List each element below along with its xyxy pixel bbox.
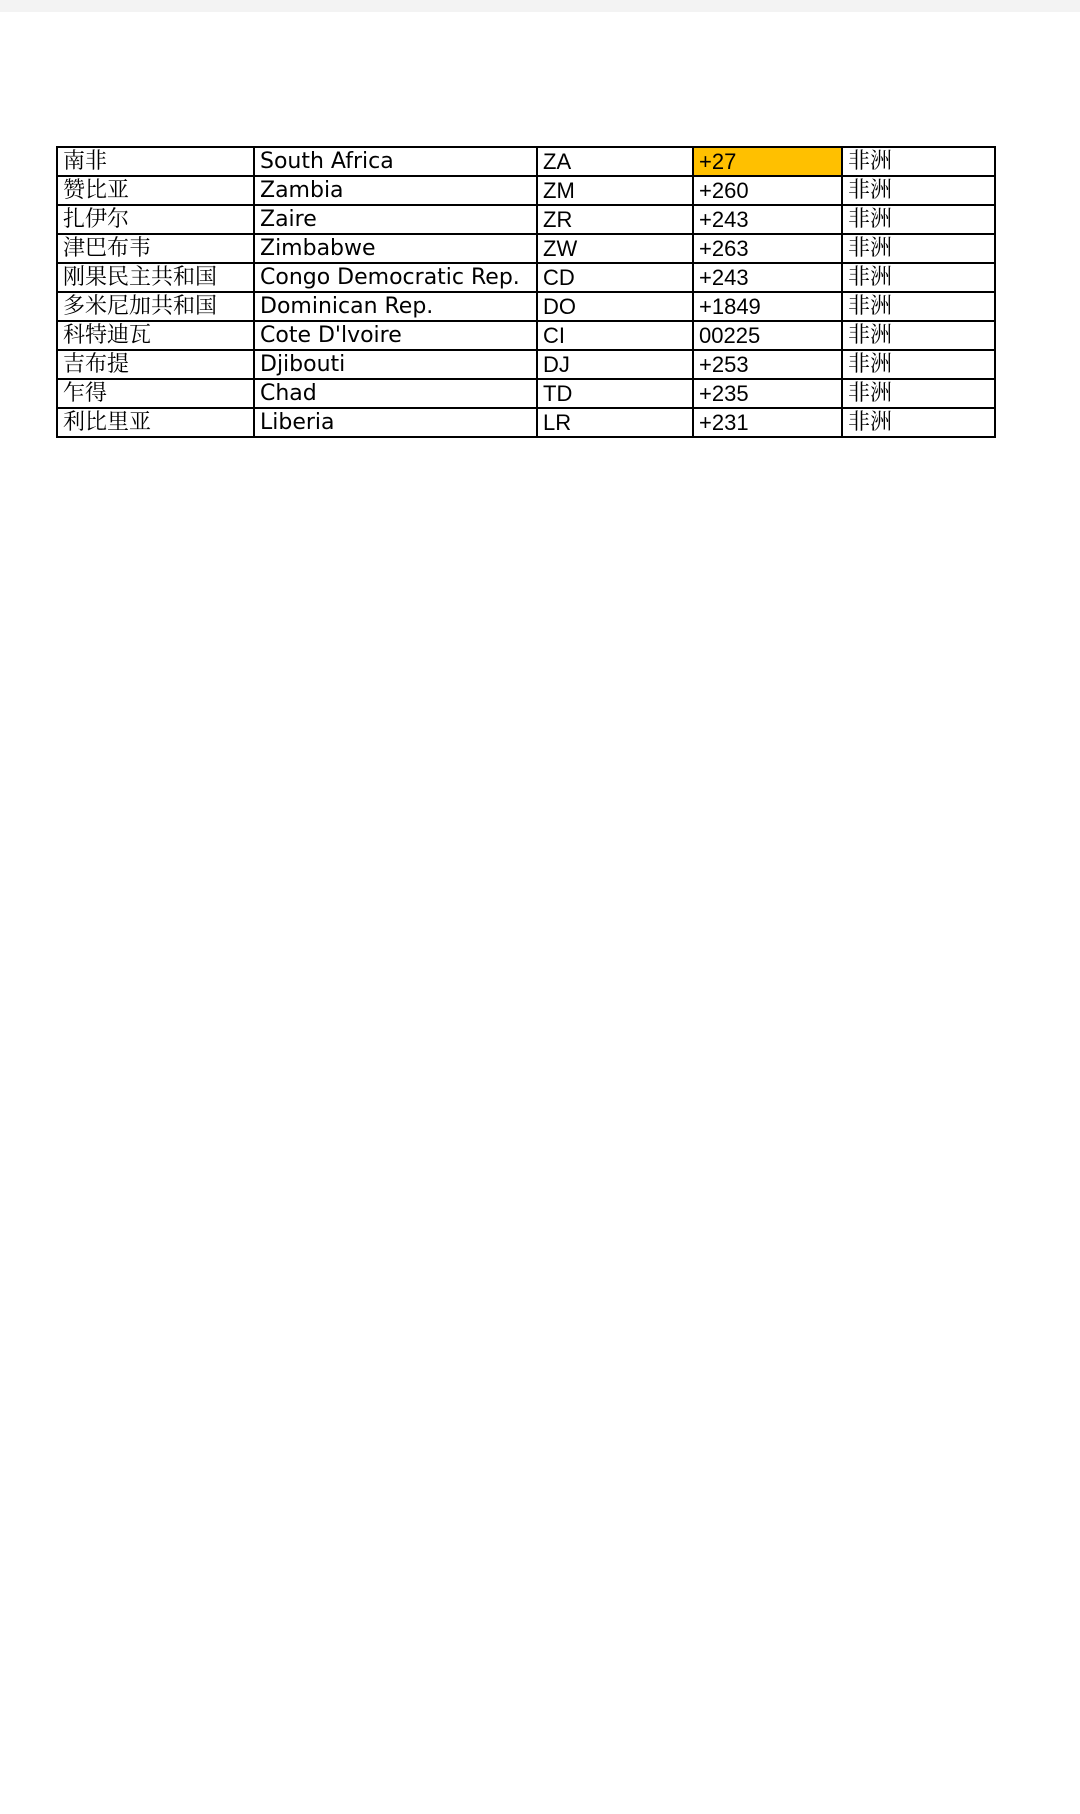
country-code-cell: CD: [537, 263, 693, 292]
top-strip: [0, 0, 1080, 12]
dial-code-cell: +263: [693, 234, 842, 263]
region-cell: 非洲: [842, 234, 995, 263]
region-cell: 非洲: [842, 176, 995, 205]
chinese-name-cell: 利比里亚: [57, 408, 254, 437]
english-name-cell: Liberia: [254, 408, 537, 437]
english-name-cell: Zaire: [254, 205, 537, 234]
chinese-name-cell: 赞比亚: [57, 176, 254, 205]
dial-code-cell: 00225: [693, 321, 842, 350]
dial-code-cell: +231: [693, 408, 842, 437]
country-code-cell: LR: [537, 408, 693, 437]
chinese-name-cell: 扎伊尔: [57, 205, 254, 234]
dial-code-cell: +1849: [693, 292, 842, 321]
country-code-cell: CI: [537, 321, 693, 350]
country-code-cell: ZR: [537, 205, 693, 234]
region-cell: 非洲: [842, 408, 995, 437]
dial-code-cell: +253: [693, 350, 842, 379]
region-cell: 非洲: [842, 147, 995, 176]
chinese-name-cell: 乍得: [57, 379, 254, 408]
english-name-cell: Chad: [254, 379, 537, 408]
country-code-table: [56, 146, 996, 438]
region-cell: 非洲: [842, 205, 995, 234]
dial-code-cell: +243: [693, 205, 842, 234]
chinese-name-cell: 科特迪瓦: [57, 321, 254, 350]
english-name-cell: Congo Democratic Rep.: [254, 263, 537, 292]
table-row: [57, 292, 995, 321]
english-name-cell: Cote D'lvoire: [254, 321, 537, 350]
region-cell: 非洲: [842, 350, 995, 379]
country-code-cell: DJ: [537, 350, 693, 379]
dial-code-cell: +260: [693, 176, 842, 205]
dial-code-cell: +243: [693, 263, 842, 292]
country-code-cell: TD: [537, 379, 693, 408]
table-row: [57, 350, 995, 379]
region-cell: 非洲: [842, 292, 995, 321]
table-row: [57, 234, 995, 263]
table-row: [57, 205, 995, 234]
chinese-name-cell: 南非: [57, 147, 254, 176]
dial-code-cell: +235: [693, 379, 842, 408]
table-row: [57, 147, 995, 176]
table-row: [57, 408, 995, 437]
table-row: [57, 379, 995, 408]
dial-code-cell: +27: [693, 147, 842, 176]
english-name-cell: Dominican Rep.: [254, 292, 537, 321]
chinese-name-cell: 津巴布韦: [57, 234, 254, 263]
region-cell: 非洲: [842, 263, 995, 292]
chinese-name-cell: 多米尼加共和国: [57, 292, 254, 321]
chinese-name-cell: 吉布提: [57, 350, 254, 379]
country-code-cell: ZA: [537, 147, 693, 176]
english-name-cell: Djibouti: [254, 350, 537, 379]
chinese-name-cell: 刚果民主共和国: [57, 263, 254, 292]
region-cell: 非洲: [842, 321, 995, 350]
country-code-cell: DO: [537, 292, 693, 321]
table-body: [57, 147, 995, 437]
english-name-cell: South Africa: [254, 147, 537, 176]
table-row: [57, 176, 995, 205]
region-cell: 非洲: [842, 379, 995, 408]
table-row: [57, 263, 995, 292]
country-code-cell: ZM: [537, 176, 693, 205]
country-code-cell: ZW: [537, 234, 693, 263]
table-row: [57, 321, 995, 350]
english-name-cell: Zambia: [254, 176, 537, 205]
english-name-cell: Zimbabwe: [254, 234, 537, 263]
